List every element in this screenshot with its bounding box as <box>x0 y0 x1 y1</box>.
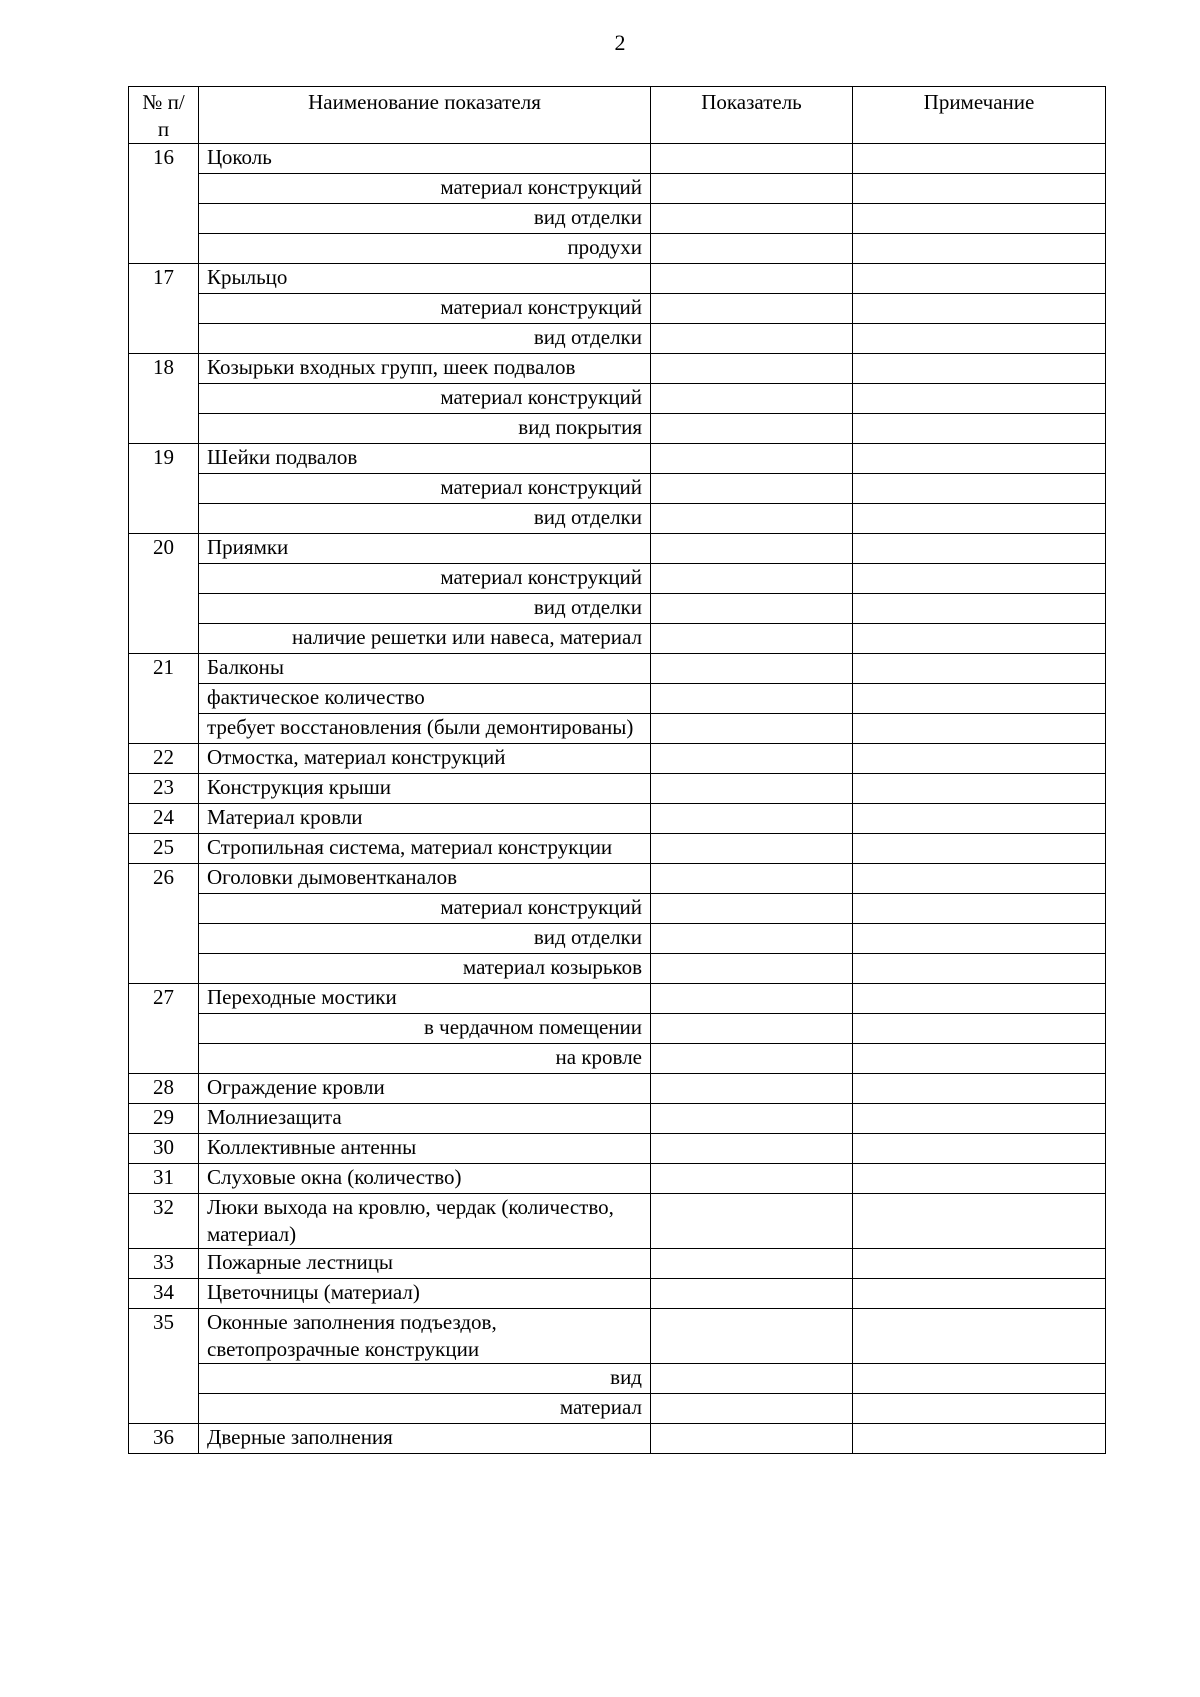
value-cell[interactable] <box>651 204 853 234</box>
row-number: 24 <box>129 804 199 834</box>
value-cell[interactable] <box>651 234 853 264</box>
value-cell[interactable] <box>651 414 853 444</box>
sub-indicator-name: фактическое количество <box>199 684 651 714</box>
indicator-name: Конструкция крыши <box>199 774 651 804</box>
value-cell[interactable] <box>651 834 853 864</box>
row-number: 26 <box>129 864 199 984</box>
indicator-name: Козырьки входных групп, шеек подвалов <box>199 354 651 384</box>
sub-indicator-name: требует восстановления (были демонтированы) <box>199 714 651 744</box>
value-cell[interactable] <box>651 654 853 684</box>
value-cell[interactable] <box>651 1364 853 1394</box>
table-subrow <box>129 1014 1106 1044</box>
value-cell[interactable] <box>651 984 853 1014</box>
value-cell[interactable] <box>651 864 853 894</box>
value-cell[interactable] <box>651 294 853 324</box>
sub-indicator-name: вид <box>199 1364 651 1394</box>
value-cell[interactable] <box>651 474 853 504</box>
note-cell[interactable] <box>853 504 1106 534</box>
note-cell[interactable] <box>853 804 1106 834</box>
value-cell[interactable] <box>651 1014 853 1044</box>
note-cell[interactable] <box>853 234 1106 264</box>
table-row <box>129 534 1106 564</box>
note-cell[interactable] <box>853 594 1106 624</box>
note-cell[interactable] <box>853 924 1106 954</box>
value-cell[interactable] <box>651 894 853 924</box>
value-cell[interactable] <box>651 774 853 804</box>
value-cell[interactable] <box>651 504 853 534</box>
table-row <box>129 984 1106 1014</box>
note-cell[interactable] <box>853 1394 1106 1424</box>
note-cell[interactable] <box>853 744 1106 774</box>
sub-indicator-name: материал конструкций <box>199 474 651 504</box>
header-num: № п/п <box>129 87 199 144</box>
value-cell[interactable] <box>651 1394 853 1424</box>
table-row <box>129 1194 1106 1249</box>
table-subrow <box>129 894 1106 924</box>
note-cell[interactable] <box>853 834 1106 864</box>
note-cell[interactable] <box>853 1134 1106 1164</box>
sub-indicator-name: вид отделки <box>199 594 651 624</box>
sub-indicator-name: вид отделки <box>199 924 651 954</box>
table-subrow <box>129 384 1106 414</box>
table-subrow <box>129 624 1106 654</box>
indicator-name: Балконы <box>199 654 651 684</box>
note-cell[interactable] <box>853 444 1106 474</box>
indicator-name: Пожарные лестницы <box>199 1249 651 1279</box>
indicator-name: Слуховые окна (количество) <box>199 1164 651 1194</box>
row-number: 27 <box>129 984 199 1074</box>
table-row <box>129 1249 1106 1279</box>
table-subrow <box>129 294 1106 324</box>
table-row <box>129 834 1106 864</box>
sub-indicator-name: материал конструкций <box>199 384 651 414</box>
table-subrow <box>129 564 1106 594</box>
indicator-name: Оголовки дымовентканалов <box>199 864 651 894</box>
row-number: 19 <box>129 444 199 534</box>
table-body <box>129 144 1106 1454</box>
value-cell[interactable] <box>651 954 853 984</box>
value-cell[interactable] <box>651 1104 853 1134</box>
indicator-name: Стропильная система, материал конструкции <box>199 834 651 864</box>
table-subrow <box>129 1044 1106 1074</box>
row-number: 16 <box>129 144 199 264</box>
note-cell[interactable] <box>853 954 1106 984</box>
sub-indicator-name: материал конструкций <box>199 894 651 924</box>
sub-indicator-name: материал конструкций <box>199 174 651 204</box>
header-name: Наименование показателя <box>199 87 651 144</box>
note-cell[interactable] <box>853 624 1106 654</box>
note-cell[interactable] <box>853 264 1106 294</box>
table-subrow <box>129 474 1106 504</box>
table-row <box>129 1279 1106 1309</box>
indicator-name: Молниезащита <box>199 1104 651 1134</box>
note-cell[interactable] <box>853 1074 1106 1104</box>
note-cell[interactable] <box>853 1044 1106 1074</box>
note-cell[interactable] <box>853 1164 1106 1194</box>
table-row <box>129 1134 1106 1164</box>
table-row <box>129 774 1106 804</box>
note-cell[interactable] <box>853 1364 1106 1394</box>
sub-indicator-name: вид отделки <box>199 204 651 234</box>
value-cell[interactable] <box>651 564 853 594</box>
table-row <box>129 804 1106 834</box>
table-subrow <box>129 174 1106 204</box>
note-cell[interactable] <box>853 384 1106 414</box>
value-cell[interactable] <box>651 1424 853 1454</box>
value-cell[interactable] <box>651 174 853 204</box>
value-cell[interactable] <box>651 1309 853 1364</box>
value-cell[interactable] <box>651 714 853 744</box>
note-cell[interactable] <box>853 1014 1106 1044</box>
table-row <box>129 1424 1106 1454</box>
note-cell[interactable] <box>853 174 1106 204</box>
table-subrow <box>129 234 1106 264</box>
value-cell[interactable] <box>651 384 853 414</box>
value-cell[interactable] <box>651 1134 853 1164</box>
value-cell[interactable] <box>651 444 853 474</box>
note-cell[interactable] <box>853 324 1106 354</box>
header-note: Примечание <box>853 87 1106 144</box>
row-number: 31 <box>129 1164 199 1194</box>
sub-indicator-name: материал <box>199 1394 651 1424</box>
indicators-table <box>128 86 1106 1454</box>
indicator-name: Дверные заполнения <box>199 1424 651 1454</box>
table-row <box>129 744 1106 774</box>
note-cell[interactable] <box>853 294 1106 324</box>
indicator-name: Цветочницы (материал) <box>199 1279 651 1309</box>
value-cell[interactable] <box>651 324 853 354</box>
row-number: 33 <box>129 1249 199 1279</box>
note-cell[interactable] <box>853 894 1106 924</box>
value-cell[interactable] <box>651 804 853 834</box>
row-number: 28 <box>129 1074 199 1104</box>
note-cell[interactable] <box>853 474 1106 504</box>
value-cell[interactable] <box>651 924 853 954</box>
table-subrow <box>129 594 1106 624</box>
row-number: 25 <box>129 834 199 864</box>
value-cell[interactable] <box>651 534 853 564</box>
header-value: Показатель <box>651 87 853 144</box>
note-cell[interactable] <box>853 414 1106 444</box>
indicator-name: Ограждение кровли <box>199 1074 651 1104</box>
table-header-row <box>129 87 1106 144</box>
value-cell[interactable] <box>651 264 853 294</box>
table-subrow <box>129 204 1106 234</box>
table-subrow <box>129 1364 1106 1394</box>
table-subrow <box>129 1394 1106 1424</box>
note-cell[interactable] <box>853 204 1106 234</box>
note-cell[interactable] <box>853 564 1106 594</box>
table-subrow <box>129 414 1106 444</box>
sub-indicator-name: на кровле <box>199 1044 651 1074</box>
row-number: 17 <box>129 264 199 354</box>
indicator-name: Отмостка, материал конструкций <box>199 744 651 774</box>
note-cell[interactable] <box>853 1194 1106 1249</box>
table-row <box>129 1309 1106 1364</box>
table-subrow <box>129 324 1106 354</box>
table-subrow <box>129 954 1106 984</box>
note-cell[interactable] <box>853 1104 1106 1134</box>
value-cell[interactable] <box>651 1074 853 1104</box>
indicator-name: Крыльцо <box>199 264 651 294</box>
table-row <box>129 1074 1106 1104</box>
note-cell[interactable] <box>853 774 1106 804</box>
table-subrow <box>129 684 1106 714</box>
table-row <box>129 1164 1106 1194</box>
note-cell[interactable] <box>853 654 1106 684</box>
value-cell[interactable] <box>651 1279 853 1309</box>
row-number: 21 <box>129 654 199 744</box>
table-row <box>129 144 1106 174</box>
value-cell[interactable] <box>651 1194 853 1249</box>
table-row <box>129 864 1106 894</box>
note-cell[interactable] <box>853 984 1106 1014</box>
table-subrow <box>129 714 1106 744</box>
page-number: 2 <box>614 30 626 55</box>
sub-indicator-name: материал конструкций <box>199 294 651 324</box>
row-number: 18 <box>129 354 199 444</box>
row-number: 29 <box>129 1104 199 1134</box>
table-row <box>129 1104 1106 1134</box>
table-subrow <box>129 924 1106 954</box>
note-cell[interactable] <box>853 1424 1106 1454</box>
value-cell[interactable] <box>651 624 853 654</box>
note-cell[interactable] <box>853 1249 1106 1279</box>
row-number: 32 <box>129 1194 199 1249</box>
row-number: 30 <box>129 1134 199 1164</box>
table-row <box>129 444 1106 474</box>
note-cell[interactable] <box>853 534 1106 564</box>
sub-indicator-name: вид отделки <box>199 504 651 534</box>
row-number: 20 <box>129 534 199 654</box>
value-cell[interactable] <box>651 144 853 174</box>
value-cell[interactable] <box>651 354 853 384</box>
note-cell[interactable] <box>853 144 1106 174</box>
note-cell[interactable] <box>853 714 1106 744</box>
note-cell[interactable] <box>853 1279 1106 1309</box>
table-row <box>129 354 1106 384</box>
sub-indicator-name: вид отделки <box>199 324 651 354</box>
row-number: 23 <box>129 774 199 804</box>
note-cell[interactable] <box>853 1309 1106 1364</box>
indicator-name: Люки выхода на кровлю, чердак (количество, материал) <box>199 1194 651 1249</box>
indicator-name: Приямки <box>199 534 651 564</box>
value-cell[interactable] <box>651 1249 853 1279</box>
value-cell[interactable] <box>651 744 853 774</box>
indicator-name: Шейки подвалов <box>199 444 651 474</box>
value-cell[interactable] <box>651 684 853 714</box>
table-subrow <box>129 504 1106 534</box>
row-number: 35 <box>129 1309 199 1424</box>
table-row <box>129 264 1106 294</box>
sub-indicator-name: в чердачном помещении <box>199 1014 651 1044</box>
indicator-name: Материал кровли <box>199 804 651 834</box>
sub-indicator-name: материал козырьков <box>199 954 651 984</box>
sub-indicator-name: вид покрытия <box>199 414 651 444</box>
indicator-name: Коллективные антенны <box>199 1134 651 1164</box>
indicator-name: Цоколь <box>199 144 651 174</box>
indicator-name: Переходные мостики <box>199 984 651 1014</box>
table-row <box>129 654 1106 684</box>
sub-indicator-name: материал конструкций <box>199 564 651 594</box>
value-cell[interactable] <box>651 594 853 624</box>
value-cell[interactable] <box>651 1044 853 1074</box>
row-number: 22 <box>129 744 199 774</box>
note-cell[interactable] <box>853 354 1106 384</box>
note-cell[interactable] <box>853 864 1106 894</box>
row-number: 34 <box>129 1279 199 1309</box>
sub-indicator-name: наличие решетки или навеса, материал <box>199 624 651 654</box>
value-cell[interactable] <box>651 1164 853 1194</box>
sub-indicator-name: продухи <box>199 234 651 264</box>
row-number: 36 <box>129 1424 199 1454</box>
indicator-name: Оконные заполнения подъездов, светопрозрачные конструкции <box>199 1309 651 1364</box>
note-cell[interactable] <box>853 684 1106 714</box>
